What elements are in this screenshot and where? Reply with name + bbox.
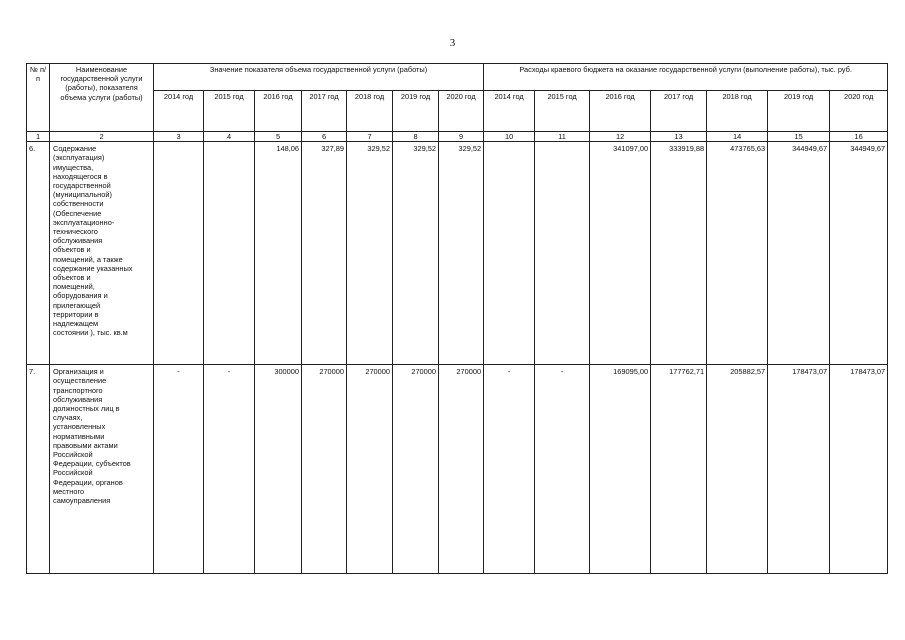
expense-value: -: [484, 365, 535, 574]
header-no: № п/п: [27, 64, 50, 132]
expense-value: 177762,71: [651, 365, 707, 574]
volume-value: -: [154, 365, 204, 574]
service-name: Организация и осуществление транспортного обслуживания должностных лиц в случаях, установленных нормативными правовыми актами Российской Федерации, субъектов Российской Федерации, органов местного самоуправления: [50, 365, 154, 574]
header-volume-year: 2015 год: [204, 91, 255, 132]
header-expense-year: 2020 год: [830, 91, 888, 132]
budget-table: [26, 63, 888, 574]
volume-value: 329,52: [439, 142, 484, 365]
column-number: 2: [50, 132, 154, 142]
header-volume-group: Значение показателя объема государственной услуги (работы): [154, 64, 484, 91]
volume-value: 270000: [439, 365, 484, 574]
column-number: 15: [768, 132, 830, 142]
column-number: 14: [707, 132, 768, 142]
volume-value: 270000: [393, 365, 439, 574]
expense-value: 344949,67: [768, 142, 830, 365]
volume-value: 270000: [347, 365, 393, 574]
column-number: 3: [154, 132, 204, 142]
volume-value: 329,52: [347, 142, 393, 365]
column-number: 11: [535, 132, 590, 142]
header-volume-year: 2020 год: [439, 91, 484, 132]
header-service-name: Наименование государственной услуги (работы), показателя объема услуги (работы): [50, 64, 154, 132]
expense-value: [535, 142, 590, 365]
header-volume-year: 2014 год: [154, 91, 204, 132]
service-name: Содержание (эксплуатация) имущества, находящегося в государственной (муниципальной) собственности (Обеспечение эксплуатационно- технического обслуживания объектов и помещений, а также содержание указанных объектов и помещений, оборудования и прилегающей территории в надлежащем состоянии ), тыс. кв.м: [50, 142, 154, 365]
row-number: 6.: [27, 142, 50, 365]
volume-value: 300000: [255, 365, 302, 574]
page-number: 3: [449, 37, 456, 49]
column-number: 10: [484, 132, 535, 142]
header-expense-year: 2014 год: [484, 91, 535, 132]
expense-value: 333919,88: [651, 142, 707, 365]
expense-value: 473765,63: [707, 142, 768, 365]
column-number: 5: [255, 132, 302, 142]
column-number: 16: [830, 132, 888, 142]
volume-value: [154, 142, 204, 365]
expense-value: 341097,00: [590, 142, 651, 365]
column-number: 6: [302, 132, 347, 142]
header-expense-year: 2016 год: [590, 91, 651, 132]
expense-value: 169095,00: [590, 365, 651, 574]
table-row: [27, 142, 888, 365]
volume-value: [204, 142, 255, 365]
expense-value: 344949,67: [830, 142, 888, 365]
header-expense-year: 2015 год: [535, 91, 590, 132]
row-number: 7.: [27, 365, 50, 574]
header-expense-year: 2018 год: [707, 91, 768, 132]
header-volume-year: 2018 год: [347, 91, 393, 132]
header-volume-year: 2017 год: [302, 91, 347, 132]
header-expense-year: 2019 год: [768, 91, 830, 132]
header-expense-group: Расходы краевого бюджета на оказание государственной услуги (выполнение работы), тыс. руб.: [484, 64, 888, 91]
volume-value: 329,52: [393, 142, 439, 365]
column-number: 8: [393, 132, 439, 142]
volume-value: 270000: [302, 365, 347, 574]
column-number: 4: [204, 132, 255, 142]
header-expense-year: 2017 год: [651, 91, 707, 132]
column-number: 1: [27, 132, 50, 142]
expense-value: -: [535, 365, 590, 574]
column-number: 7: [347, 132, 393, 142]
header-volume-year: 2016 год: [255, 91, 302, 132]
volume-value: 148,06: [255, 142, 302, 365]
column-number: 13: [651, 132, 707, 142]
expense-value: 178473,07: [768, 365, 830, 574]
volume-value: -: [204, 365, 255, 574]
column-number: 12: [590, 132, 651, 142]
expense-value: 178473,07: [830, 365, 888, 574]
expense-value: [484, 142, 535, 365]
header-volume-year: 2019 год: [393, 91, 439, 132]
column-number: 9: [439, 132, 484, 142]
volume-value: 327,89: [302, 142, 347, 365]
expense-value: 205882,57: [707, 365, 768, 574]
table-row: [27, 365, 888, 574]
